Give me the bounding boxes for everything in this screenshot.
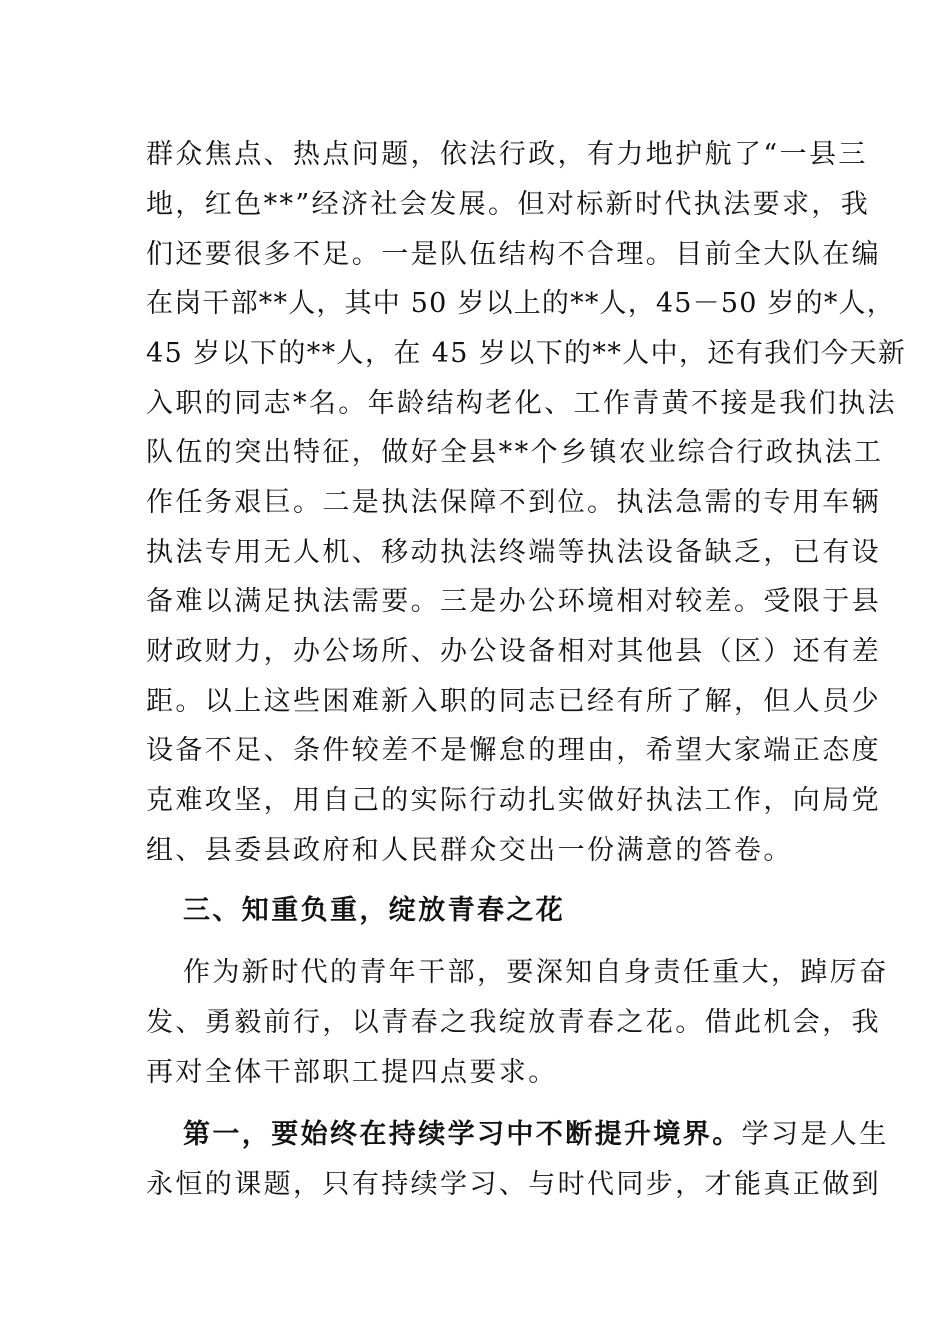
body-text-line: 财政财力，办公场所、办公设备相对其他县（区）还有差 — [146, 636, 881, 667]
body-text-line: 设备不足、条件较差不是懈怠的理由，希望大家端正态度 — [146, 735, 881, 766]
point-one-lead: 第一，要始终在持续学习中不断提升境界。 — [183, 1119, 742, 1150]
point-one-text: 学习是人生 — [741, 1119, 889, 1150]
body-text-line: 作任务艰巨。二是执法保障不到位。执法急需的专用车辆 — [146, 487, 881, 518]
body-text-line: 克难攻坚，用自己的实际行动扎实做好执法工作，向局党 — [146, 785, 881, 816]
body-text-line: 45 岁以下的**人，在 45 岁以下的**人中，还有我们今天新 — [146, 338, 907, 369]
body-text-line: 再对全体干部职工提四点要求。 — [146, 1057, 558, 1088]
body-text-line: 们还要很多不足。一是队伍结构不合理。目前全大队在编 — [146, 239, 881, 270]
body-text-line: 距。以上这些困难新入职的同志已经有所了解，但人员少 — [146, 686, 881, 717]
body-text-line: 队伍的突出特征，做好全县**个乡镇农业综合行政执法工 — [146, 437, 884, 468]
body-text-line: 群众焦点、热点问题，依法行政，有力地护航了“一县三 — [146, 139, 868, 170]
body-text-line: 入职的同志*名。年龄结构老化、工作青黄不接是我们执法 — [146, 388, 897, 419]
body-text-line: 发、勇毅前行，以青春之我绽放青春之花。借此机会，我 — [146, 1007, 881, 1038]
body-text-line: 作为新时代的青年干部，要深知自身责任重大，踔厉奋 — [183, 957, 889, 988]
point-one-line — [183, 1118, 889, 1152]
body-text-line: 地，红色**”经济社会发展。但对标新时代执法要求，我 — [146, 189, 871, 220]
body-text-line: 永恒的课题，只有持续学习、与时代同步，才能真正做到 — [146, 1169, 881, 1200]
body-text-line: 备难以满足执法需要。三是办公环境相对较差。受限于县 — [146, 586, 881, 617]
body-text-line: 组、县委县政府和人民群众交出一份满意的答卷。 — [146, 835, 793, 866]
body-text-line: 执法专用无人机、移动执法终端等执法设备缺乏，已有设 — [146, 537, 881, 568]
body-text-line: 在岗干部**人，其中 50 岁以上的**人，45－50 岁的*人， — [146, 288, 895, 319]
section-heading: 三、知重负重，绽放青春之花 — [183, 895, 566, 926]
